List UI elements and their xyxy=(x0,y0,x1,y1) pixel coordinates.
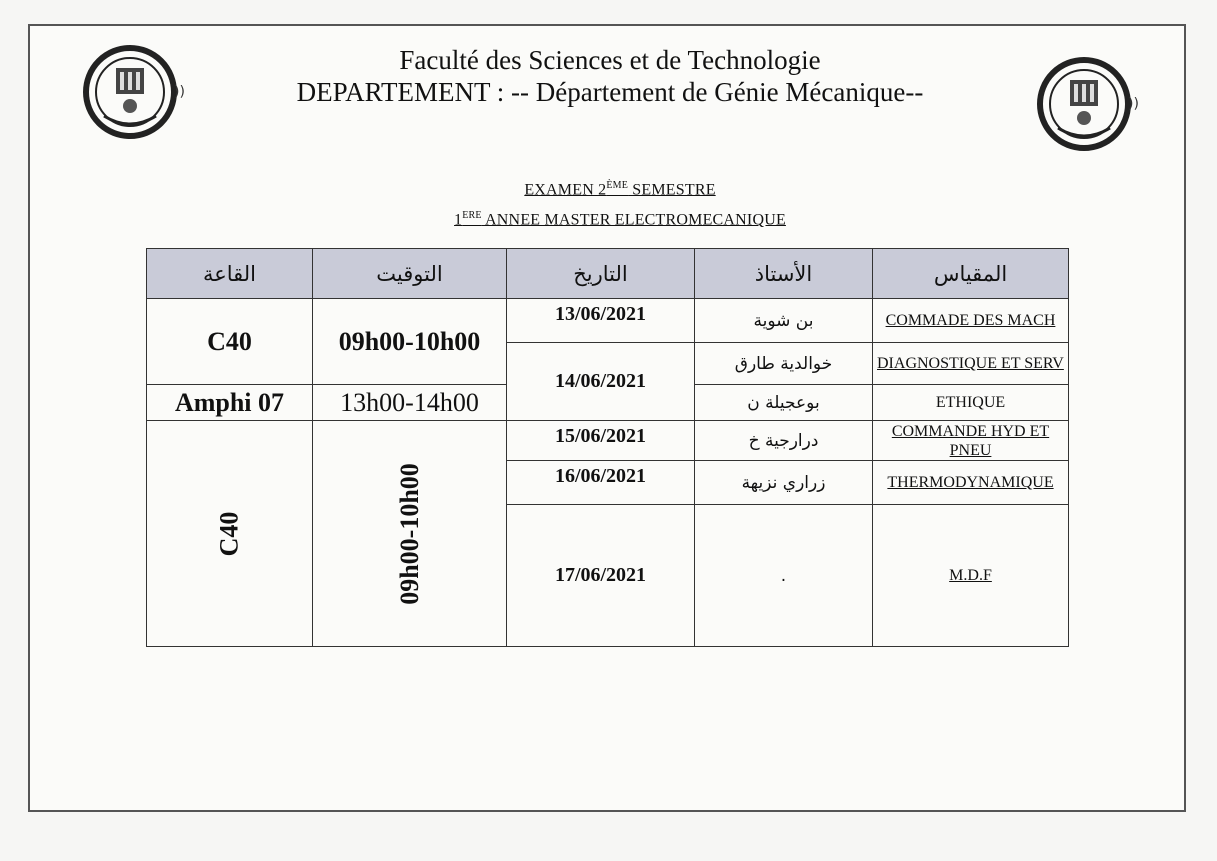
date-cell: 17/06/2021 xyxy=(507,505,695,647)
professor-cell: بن شوية xyxy=(695,299,873,343)
time-cell xyxy=(313,421,507,647)
program-title: 1ERE ANNEE MASTER ELECTROMECANIQUE xyxy=(454,210,786,229)
header-room: القاعة xyxy=(147,249,313,299)
exam-title: EXAMEN 2ÈME SEMESTRE xyxy=(524,180,716,199)
date-cell: 13/06/2021 xyxy=(507,299,695,343)
university-seal-icon xyxy=(1036,52,1140,152)
room-cell: Amphi 07 xyxy=(147,385,313,421)
module-cell: THERMODYNAMIQUE xyxy=(873,461,1069,505)
professor-cell: خوالدية طارق xyxy=(695,343,873,385)
module-cell: ETHIQUE xyxy=(873,385,1069,421)
faculty-name: Faculté des Sciences et de Technologie xyxy=(399,45,821,75)
module-cell: COMMANDE HYD ET PNEU xyxy=(873,421,1069,461)
svg-text:)): )) xyxy=(1128,96,1139,112)
professor-cell xyxy=(695,505,873,647)
university-seal-icon xyxy=(82,40,186,140)
exam-schedule-table xyxy=(146,248,1069,647)
module-cell: DIAGNOSTIQUE ET SERV xyxy=(873,343,1069,385)
header-professor: الأستاذ xyxy=(695,249,873,299)
professor-cell: بوعجيلة ن xyxy=(695,385,873,421)
date-cell: 16/06/2021 xyxy=(507,461,695,505)
room-cell xyxy=(147,421,313,647)
module-cell: M.D.F xyxy=(873,505,1069,647)
table-header-row xyxy=(147,249,1069,299)
module-cell: COMMADE DES MACH xyxy=(873,299,1069,343)
svg-text:)): )) xyxy=(174,84,185,100)
professor-cell: درارجية خ xyxy=(695,421,873,461)
table-row xyxy=(147,299,1069,343)
time-cell: 09h00-10h00 xyxy=(313,299,507,385)
professor-placeholder: . xyxy=(780,565,787,586)
date-cell: 15/06/2021 xyxy=(507,421,695,461)
department-name: DEPARTEMENT : -- Département de Génie Mécanique-- xyxy=(296,77,924,107)
document-header xyxy=(200,44,1020,108)
room-vertical-label: C40 xyxy=(214,511,244,556)
date-cell: 14/06/2021 xyxy=(507,343,695,421)
professor-cell: زراري نزيهة xyxy=(695,461,873,505)
time-vertical-label: 09h00-10h00 xyxy=(394,462,424,605)
header-time: التوقيت xyxy=(313,249,507,299)
header-date: التاريخ xyxy=(507,249,695,299)
time-cell: 13h00-14h00 xyxy=(313,385,507,421)
table-row xyxy=(147,421,1069,461)
room-cell: C40 xyxy=(147,299,313,385)
header-module: المقياس xyxy=(873,249,1069,299)
